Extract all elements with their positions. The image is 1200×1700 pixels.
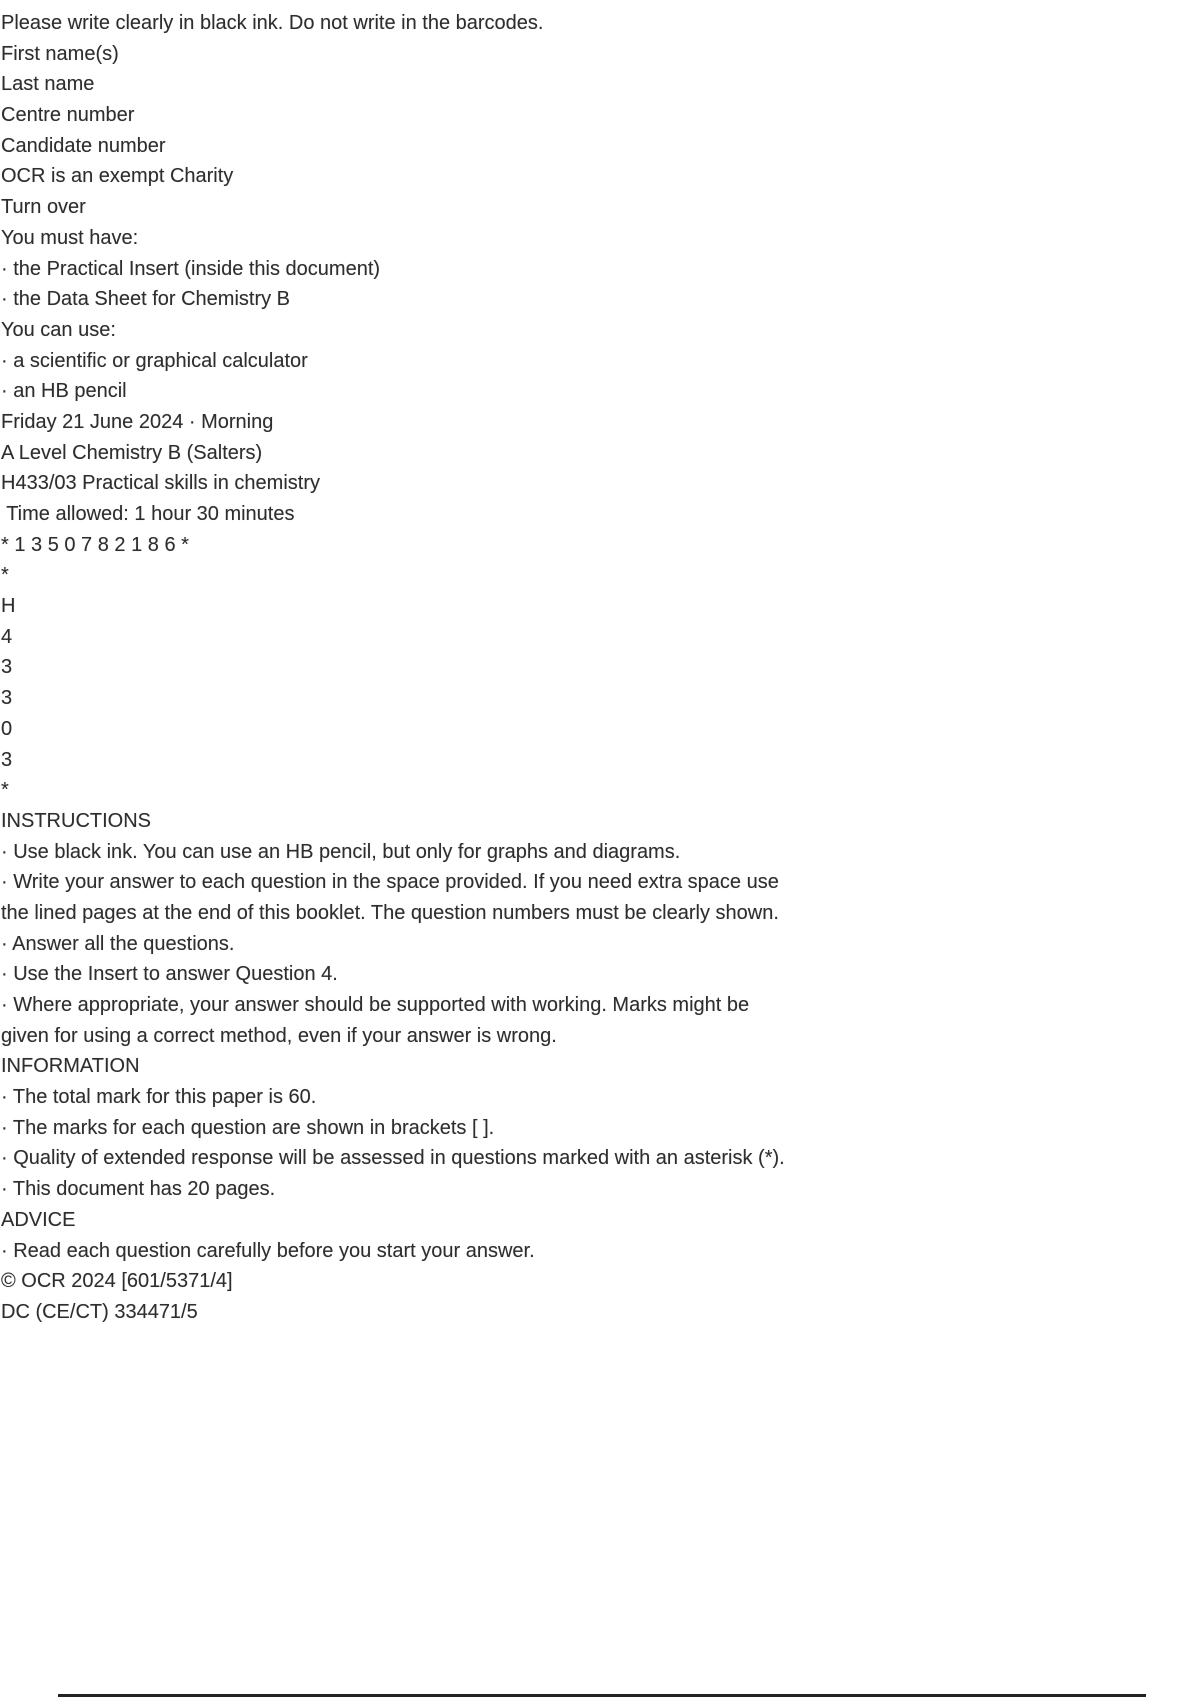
text-line: H xyxy=(1,595,16,618)
text-line: · This document has 20 pages. xyxy=(1,1178,276,1201)
text-line: First name(s) xyxy=(1,42,119,65)
text-line: Centre number xyxy=(1,104,135,127)
text-line: Last name xyxy=(1,73,95,96)
text-line: A Level Chemistry B (Salters) xyxy=(1,441,263,464)
text-line: You must have: xyxy=(1,226,139,249)
text-line: · Quality of extended response will be assessed in questions marked with an asterisk (*). xyxy=(1,1147,785,1170)
text-line: INFORMATION xyxy=(1,1055,140,1078)
text-line: Candidate number xyxy=(1,134,166,157)
text-line: Friday 21 June 2024 · Morning xyxy=(1,410,274,433)
text-line: * 1 3 5 0 7 8 2 1 8 6 * xyxy=(1,533,189,556)
text-line: ADVICE xyxy=(1,1208,76,1231)
text-line: You can use: xyxy=(1,318,116,341)
footer-rule xyxy=(58,1694,1146,1697)
text-line: H433/03 Practical skills in chemistry xyxy=(1,472,320,495)
text-line: · Use black ink. You can use an HB pencil, but only for graphs and diagrams. xyxy=(1,840,681,863)
text-line: · Write your answer to each question in the space provided. If you need extra space use xyxy=(1,871,779,894)
text-line: · The marks for each question are shown in brackets [ ]. xyxy=(1,1116,495,1139)
text-line: OCR is an exempt Charity xyxy=(1,165,234,188)
text-line: DC (CE/CT) 334471/5 xyxy=(1,1300,198,1323)
text-line: 0 xyxy=(1,717,13,740)
text-line: Turn over xyxy=(1,196,86,219)
text-line: * xyxy=(1,779,9,802)
text-line: · a scientific or graphical calculator xyxy=(1,349,308,372)
text-line: · Read each question carefully before you start your answer. xyxy=(1,1239,535,1262)
text-line: · Where appropriate, your answer should be supported with working. Marks might be xyxy=(1,994,750,1016)
text-line: Time allowed: 1 hour 30 minutes xyxy=(1,503,295,525)
text-line: 3 xyxy=(1,656,13,679)
text-line: given for using a correct method, even if your answer is wrong. xyxy=(1,1024,557,1047)
text-line: 3 xyxy=(1,748,13,771)
text-line: · the Data Sheet for Chemistry B xyxy=(1,288,291,311)
text-line: · Answer all the questions. xyxy=(1,932,235,955)
text-line: Please write clearly in black ink. Do not write in the barcodes. xyxy=(1,12,544,34)
text-line: * xyxy=(1,564,9,587)
exam-cover-text xyxy=(1,8,785,1328)
text-line: © OCR 2024 [601/5371/4] xyxy=(1,1270,233,1293)
text-line: INSTRUCTIONS xyxy=(1,809,151,832)
text-line: · the Practical Insert (inside this document) xyxy=(1,257,381,280)
text-line: · The total mark for this paper is 60. xyxy=(1,1086,317,1109)
text-line: the lined pages at the end of this booklet. The question numbers must be clearly shown. xyxy=(1,901,779,924)
text-line: 3 xyxy=(1,687,13,710)
text-line: · an HB pencil xyxy=(1,380,127,403)
text-line: 4 xyxy=(1,625,13,648)
text-line: · Use the Insert to answer Question 4. xyxy=(1,963,338,986)
